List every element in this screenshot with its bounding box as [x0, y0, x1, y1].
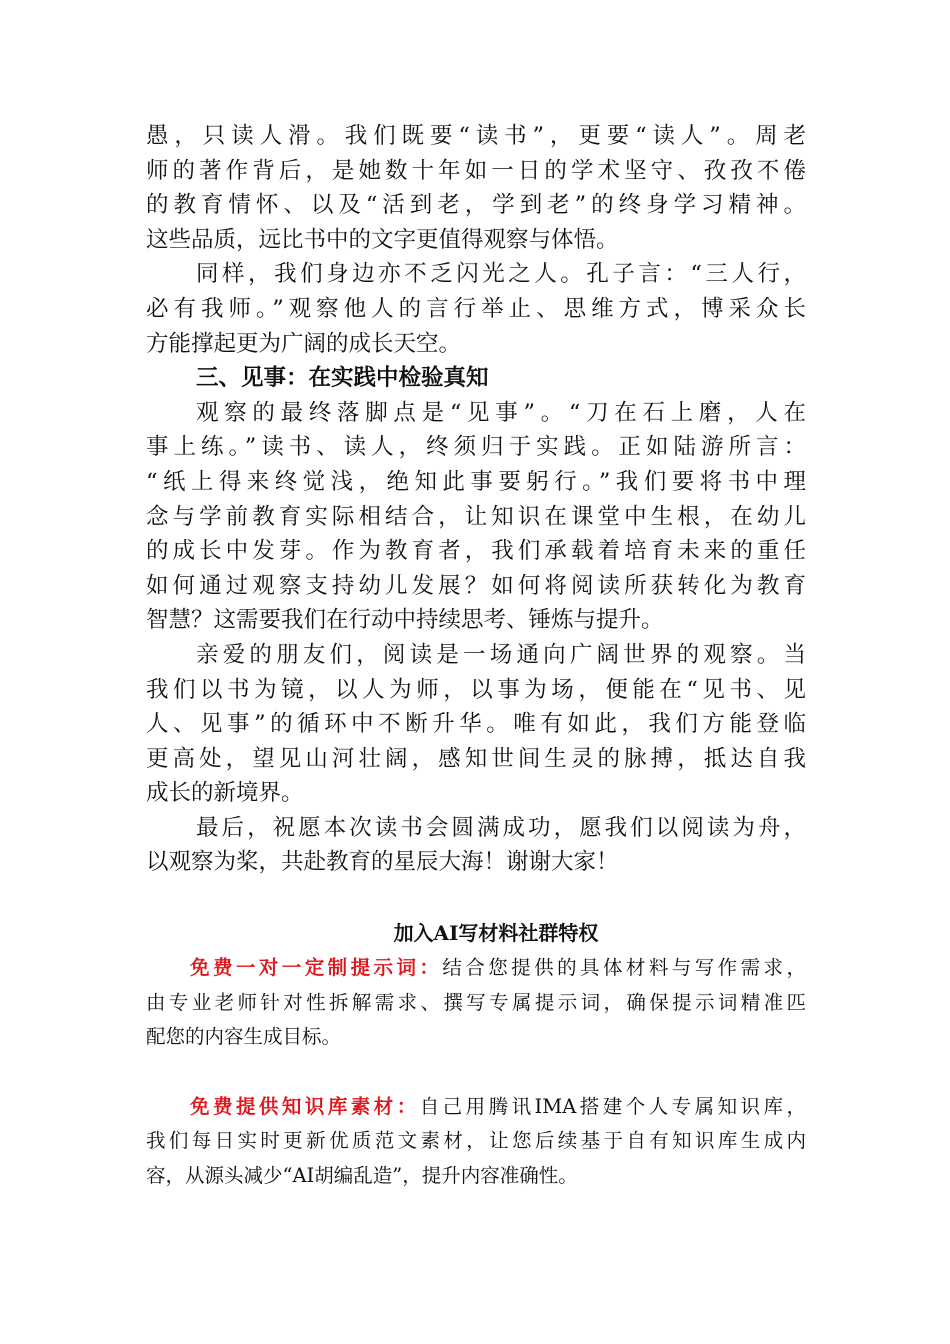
- text-line: 的成长中发芽。作为教育者，我们承载着培育未来的重任: [146, 538, 806, 565]
- text-line: 事上练。”读书、读人，终须归于实践。正如陆游所言：: [146, 434, 806, 461]
- promo-item-2-first-line: [146, 1090, 806, 1125]
- promo-item-1-label: 免费一对一定制提示词：: [190, 955, 443, 979]
- text-line: 同样，我们身边亦不乏闪光之人。孔子言：“三人行，: [196, 261, 806, 288]
- text-line: 智慧？这需要我们在行动中持续思考、锤炼与提升。: [146, 607, 664, 634]
- text-line: 更高处，望见山河壮阔，感知世间生灵的脉搏，抵达自我: [146, 745, 806, 772]
- spacer: [146, 1055, 806, 1089]
- text-line: 成长的新境界。: [146, 780, 304, 807]
- text-line: 以观察为桨，共赴教育的星辰大海！谢谢大家！: [146, 849, 619, 876]
- text-line: 我们以书为镜，以人为师，以事为场，便能在“见书、见: [146, 676, 806, 703]
- promo-item-2-label: 免费提供知识库素材：: [190, 1094, 420, 1118]
- text-line: 的教育情怀、以及“活到老，学到老”的终身学习精神。: [146, 192, 806, 219]
- text-line: 最后，祝愿本次读书会圆满成功，愿我们以阅读为舟，: [196, 814, 806, 841]
- text-line: 人、见事”的循环中不断升华。唯有如此，我们方能登临: [146, 711, 806, 738]
- promo-item-1-line: 由专业老师针对性拆解需求、撰写专属提示词，确保提示词精准匹: [146, 990, 806, 1014]
- text-line: 如何通过观察支持幼儿发展？如何将阅读所获转化为教育: [146, 572, 806, 599]
- speech-body: [146, 119, 806, 880]
- text-line: 师的著作背后，是她数十年如一日的学术坚守、孜孜不倦: [146, 157, 806, 184]
- text-line: 这些品质，远比书中的文字更值得观察与体悟。: [146, 226, 619, 253]
- section-heading: 三、见事：在实践中检验真知: [196, 365, 489, 392]
- promo-item-1-first-line: [146, 951, 806, 986]
- promo-section: [146, 916, 806, 1194]
- text-line: 方能撑起更为广阔的成长天空。: [146, 330, 462, 357]
- text-line: 亲爱的朋友们，阅读是一场通向广阔世界的观察。当: [196, 641, 806, 668]
- text-line: 念与学前教育实际相结合，让知识在课堂中生根，在幼儿: [146, 503, 806, 530]
- promo-title: 加入AI写材料社群特权: [393, 921, 599, 945]
- text-line: 观察的最终落脚点是“见事”。“刀在石上磨，人在: [196, 399, 806, 426]
- text-line: “纸上得来终觉浅，绝知此事要躬行。”我们要将书中理: [146, 468, 806, 495]
- text-line: 必有我师。”观察他人的言行举止、思维方式，博采众长: [146, 295, 806, 322]
- promo-item-2-line: 我们每日实时更新优质范文素材，让您后续基于自有知识库生成内: [146, 1129, 806, 1153]
- promo-item-1-line: 配您的内容生成目标。: [146, 1025, 342, 1049]
- promo-item-1-text: 结合您提供的具体材料与写作需求，: [442, 955, 806, 979]
- promo-item-2-line: 容，从源头减少“AI胡编乱造”，提升内容准确性。: [146, 1164, 578, 1188]
- text-line: 愚，只读人滑。我们既要“读书”，更要“读人”。周老: [146, 123, 806, 149]
- promo-item-2-text: 自己用腾讯IMA搭建个人专属知识库，: [419, 1094, 806, 1118]
